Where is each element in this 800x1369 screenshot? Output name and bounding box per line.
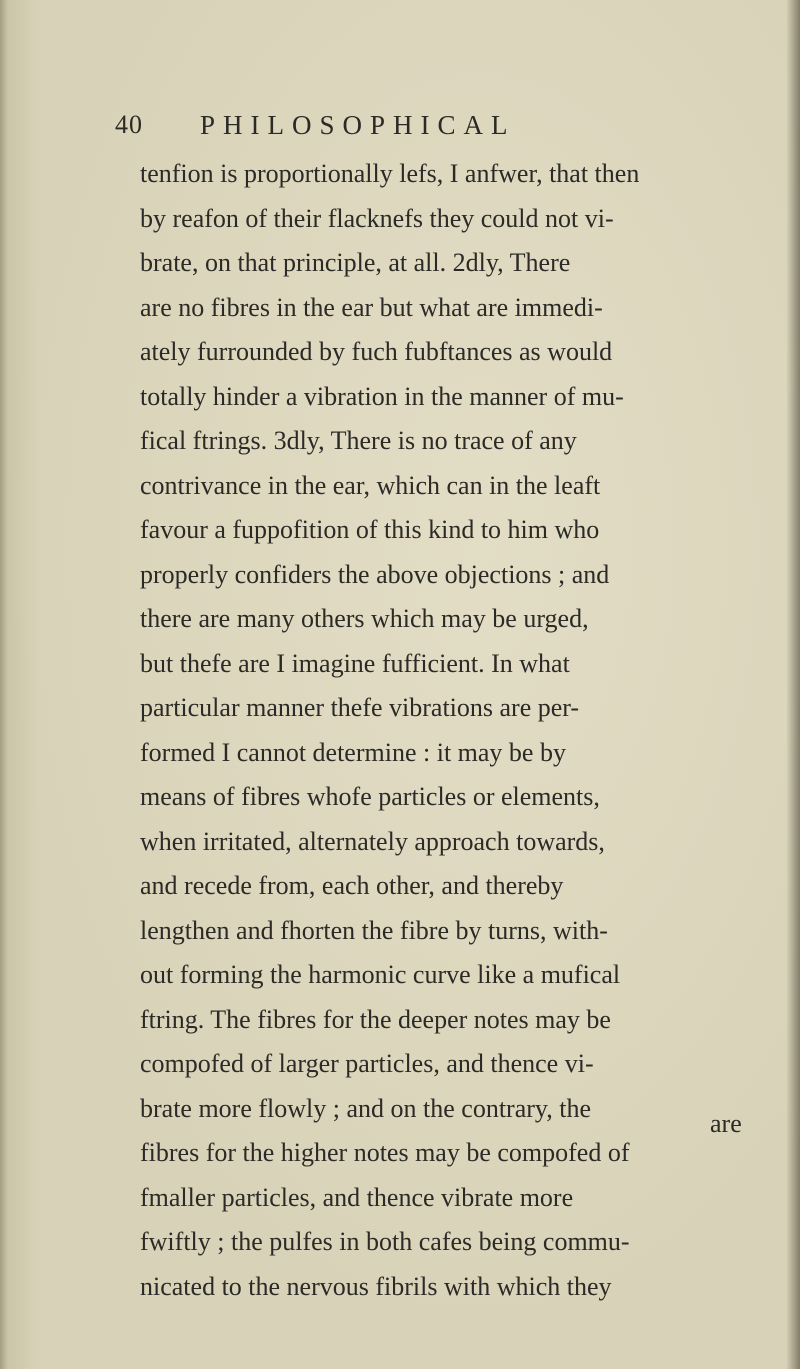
- text-line: by reafon of their flacknefs they could not vi-: [140, 203, 614, 233]
- text-line: particular manner thefe vibrations are per-: [140, 693, 580, 722]
- text-line: tenfion is proportionally lefs, I anfwer, that then: [140, 159, 640, 188]
- body-text: [140, 152, 800, 1309]
- text-line: favour a fuppofition of this kind to him who: [140, 515, 600, 544]
- text-line: brate, on that principle, at all. 2dly, There: [140, 248, 571, 277]
- text-line: properly confiders the above objections ; and: [140, 559, 610, 589]
- text-line: nicated to the nervous fibrils with which they: [140, 1271, 612, 1301]
- text-line: ftring. The fibres for the deeper notes may be: [140, 1004, 611, 1034]
- text-line: out forming the harmonic curve like a mufical: [140, 960, 621, 989]
- text-line: are no fibres in the ear but what are immedi-: [140, 292, 603, 322]
- text-line: fwiftly ; the pulfes in both cafes being commu-: [140, 1227, 630, 1256]
- text-line: fmaller particles, and thence vibrate more: [140, 1182, 574, 1212]
- text-line: there are many others which may be urged,: [140, 604, 589, 633]
- text-line: when irritated, alternately approach towards,: [140, 826, 605, 856]
- text-line: means of fibres whofe particles or elements,: [140, 782, 600, 811]
- text-line: fibres for the higher notes may be compofed of: [140, 1138, 630, 1167]
- text-line: brate more flowly ; and on the contrary, the: [140, 1093, 591, 1123]
- text-line: and recede from, each other, and thereby: [140, 871, 564, 900]
- text-line: lengthen and fhorten the fibre by turns, with-: [140, 915, 608, 945]
- catchword: are: [710, 1109, 742, 1138]
- text-line: ately furrounded by fuch fubftances as would: [140, 337, 613, 366]
- text-line: compofed of larger particles, and thence vi-: [140, 1049, 594, 1078]
- running-head: PHILOSOPHICAL: [200, 110, 516, 140]
- text-line: fical ftrings. 3dly, There is no trace of any: [140, 426, 577, 455]
- page-number: 40: [115, 110, 143, 139]
- page-gutter-shadow: [0, 0, 8, 1369]
- text-line: but thefe are I imagine fufficient. In what: [140, 648, 570, 678]
- page-header: [115, 110, 715, 150]
- text-line: contrivance in the ear, which can in the leaft: [140, 470, 601, 500]
- text-line: totally hinder a vibration in the manner of mu-: [140, 381, 624, 411]
- text-line: formed I cannot determine : it may be by: [140, 737, 566, 767]
